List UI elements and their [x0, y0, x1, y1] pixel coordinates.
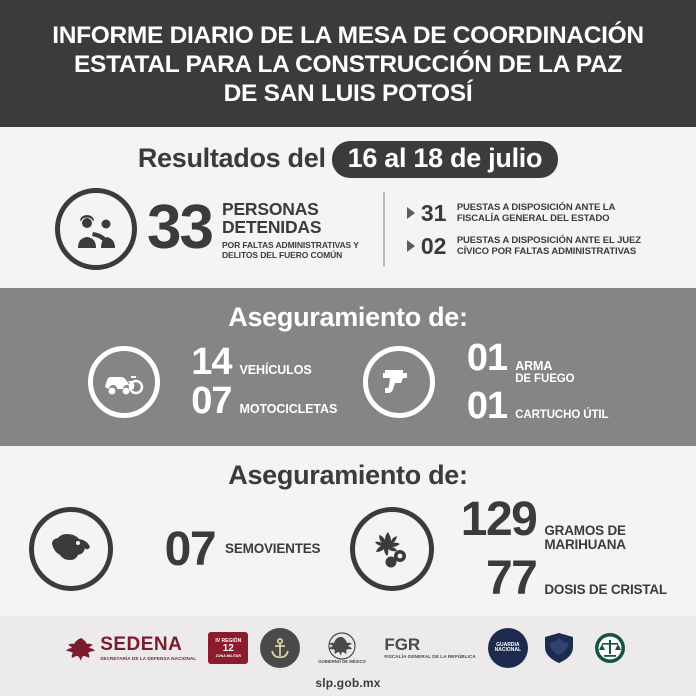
drugs-group: [350, 492, 667, 606]
guardia-nacional-badge: [488, 628, 528, 668]
firearm-count: 01: [466, 336, 508, 379]
logo-fiscalia-general-estado: [590, 631, 630, 665]
iv-region-title: IV REGIÓN: [215, 637, 242, 644]
page-title: [20, 22, 676, 109]
breakdown-text: [457, 202, 615, 224]
vehicles-row: [0, 337, 696, 446]
marijuana-label: [544, 524, 625, 552]
footer: [0, 616, 696, 696]
police-shield-icon: [540, 631, 578, 665]
firearm-label: [515, 360, 574, 385]
drugs-icon: [350, 507, 434, 591]
iv-region-badge: [208, 632, 248, 664]
detained-sublabel-2: DELITOS DEL FUERO COMÚN: [221, 250, 343, 261]
detained-sublabel-1: POR FALTAS ADMINISTRATIVAS Y: [221, 240, 359, 251]
breakdown-text: [457, 235, 641, 257]
results-date-pill: 16 al 18 de julio: [332, 141, 559, 178]
weapons-values: [445, 336, 609, 427]
detention-icon: [55, 188, 137, 270]
breakdown-number: 02: [420, 232, 447, 259]
page-title-line-3: DE SAN LUIS POTOSÍ: [223, 79, 473, 107]
logo-guardia-nacional: [488, 628, 528, 668]
crystal-line: [444, 552, 667, 606]
livestock-label: SEMOVIENTES: [225, 541, 321, 557]
cartridge-count: 01: [466, 384, 508, 427]
logo-policia-estatal: [540, 631, 578, 665]
crystal-count: 77: [485, 552, 537, 606]
drugs-values: [444, 492, 667, 606]
breakdown-text-line-1: PUESTAS A DISPOSICIÓN ANTE EL JUEZ: [456, 235, 641, 247]
svg-text:GOBIERNO DE MÉXICO: GOBIERNO DE MÉXICO: [318, 658, 367, 664]
fgr-title: FGR: [384, 634, 421, 654]
eagle-icon: [66, 635, 96, 661]
results-title: [0, 127, 696, 182]
breakdown-text-line-2: CÍVICO POR FALTAS ADMINISTRATIVAS: [456, 246, 637, 258]
detained-row: [0, 182, 696, 288]
guardia-nacional-title: GUARDIA: [496, 641, 520, 648]
fiscalia-seal-icon: [590, 631, 630, 665]
iv-region-number: 12: [222, 642, 234, 654]
vehicles-group: [88, 341, 338, 423]
other-title: Aseguramiento de:: [228, 459, 468, 490]
crystal-label: DOSIS DE CRISTAL: [544, 582, 667, 598]
livestock-count: 07: [164, 522, 216, 576]
detained-label: [222, 197, 359, 260]
livestock-icon: [29, 507, 113, 591]
section-vehicles: [0, 288, 696, 446]
marijuana-line: [444, 492, 667, 553]
vehicles-line: [170, 341, 338, 384]
breakdown-number: 31: [420, 199, 447, 226]
breakdown-text-line-1: PUESTAS A DISPOSICIÓN ANTE LA: [456, 202, 616, 214]
firearm-icon: [363, 346, 435, 418]
firearm-label-line-2: DE FUEGO: [515, 372, 575, 385]
detained-count: 33: [147, 193, 212, 263]
vehicles-title: Aseguramiento de:: [228, 301, 468, 332]
sedena-title: SEDENA: [100, 633, 183, 655]
fgr-text: [384, 636, 476, 660]
firearm-label-line-1: ARMA: [515, 358, 553, 373]
vehicles-values: [170, 341, 338, 423]
page-title-line-2: ESTATAL PARA LA CONSTRUCCIÓN DE LA PAZ: [74, 50, 622, 78]
vehicle-icon: [88, 346, 160, 418]
other-row: [0, 492, 696, 616]
marijuana-label-line-2: MARIHUANA: [544, 537, 626, 553]
vehicles-count: 14: [191, 341, 232, 384]
detained-breakdown: [407, 198, 641, 260]
triangle-bullet-icon: [407, 240, 415, 252]
sedena-text: [100, 635, 196, 661]
gobierno-seal-icon: [312, 631, 372, 665]
firearm-line: [445, 336, 608, 385]
marijuana-count: 129: [460, 492, 537, 546]
fgr-subtitle: FISCALÍA GENERAL DE LA REPÚBLICA: [384, 654, 476, 660]
logo-fgr: [384, 636, 476, 660]
marijuana-label-line-1: GRAMOS DE: [544, 522, 626, 538]
detained-label-detenidas: DETENIDAS: [221, 217, 322, 238]
results-title-text: Resultados del: [137, 142, 326, 173]
breakdown-item: [407, 233, 641, 260]
breakdown-text-line-2: FISCALÍA GENERAL DEL ESTADO: [456, 213, 610, 225]
section-results: [0, 127, 696, 288]
anchor-icon: [268, 636, 292, 660]
divider: [383, 192, 385, 266]
motorcycles-label: MOTOCICLETAS: [239, 402, 338, 417]
logo-strip: [56, 624, 640, 668]
motorcycles-count: 07: [191, 380, 232, 423]
logo-secretaria-marina: [260, 628, 300, 668]
website-url[interactable]: slp.gob.mx: [315, 675, 381, 690]
breakdown-item: [407, 200, 641, 227]
guardia-nacional-subtitle: NACIONAL: [494, 646, 521, 653]
marina-badge: [260, 628, 300, 668]
page-title-line-1: INFORME DIARIO DE LA MESA DE COORDINACIÓN: [52, 22, 644, 49]
section-other: [0, 446, 696, 616]
logo-gobierno-de-mexico: [312, 631, 372, 665]
logo-iv-region-militar: [208, 632, 248, 664]
cartridge-label: CARTUCHO ÚTIL: [515, 408, 609, 421]
sedena-subtitle: SECRETARÍA DE LA DEFENSA NACIONAL: [100, 655, 197, 661]
detained-label-personas: PERSONAS: [221, 199, 319, 220]
page-header: [0, 0, 696, 127]
motorcycles-line: [170, 380, 338, 423]
weapons-group: [363, 336, 609, 427]
logo-sedena: [66, 635, 196, 661]
livestock-group: [29, 507, 320, 591]
triangle-bullet-icon: [407, 207, 415, 219]
vehicles-label: VEHÍCULOS: [239, 363, 312, 378]
iv-region-subtitle: ZONA MILITAR: [215, 653, 241, 658]
cartridge-line: [445, 384, 609, 427]
